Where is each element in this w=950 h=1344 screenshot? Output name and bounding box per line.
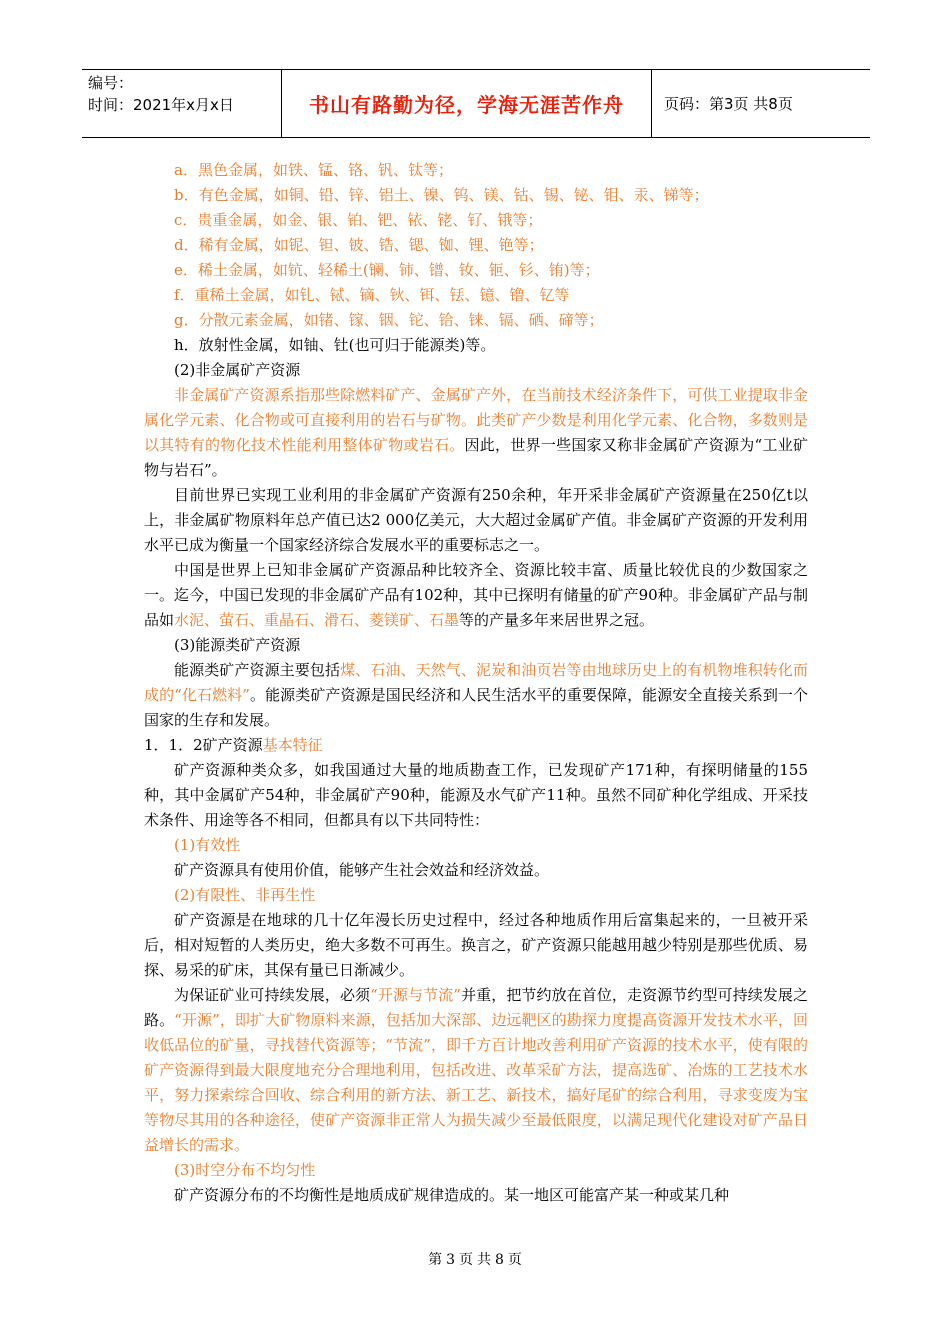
text: 因此，世界一些国家又称非金属矿产资源为“工业矿物与岩石”。 (144, 436, 808, 479)
feature-heading: (3)时空分布不均匀性 (174, 1161, 316, 1179)
metal-item: h．放射性金属，如铀、钍(也可归于能源类)等。 (174, 336, 496, 354)
paragraph: 矿产资源分布的不均衡性是地质成矿规律造成的。某一地区可能富产某一种或某几种 (174, 1186, 730, 1204)
metal-item: f．重稀土金属，如钆、铽、镝、钬、铒、铥、镱、镥、钇等 (174, 286, 570, 304)
page-footer (0, 1249, 950, 1269)
footer-text: 第 (428, 1252, 443, 1268)
text: 能源类矿产资源主要包括 (174, 661, 341, 679)
highlight-text: “开源与节流” (370, 986, 461, 1004)
text: 。能源类矿产资源是国民经济和人民生活水平的重要保障，能源安全直接关系到一个国家的生存和发展。 (144, 686, 808, 729)
header-motto: 书山有路勤为径，学海无涯苦作舟 (282, 70, 652, 137)
paragraph (144, 658, 808, 733)
paragraph (144, 558, 808, 633)
highlight-text: 基本特征 (262, 736, 323, 754)
footer-total-pages: 8 (495, 1252, 504, 1268)
feature-heading: (2)有限性、非再生性 (174, 886, 316, 904)
time-label: 时间：2021年x月x日 (88, 96, 234, 114)
metal-item: d．稀有金属，如铌、钽、铍、锆、锶、铷、锂、铯等； (174, 236, 544, 254)
text: 并重，把节约放在首位，走资源节约型可持续发展之路。 (144, 986, 808, 1029)
header-page-label: 页码：第3页 共8页 (664, 95, 793, 113)
footer-text: 页 (507, 1252, 522, 1268)
highlight-text: “开源”，即扩大矿物原料来源，包括加大深部、边远靶区的勘探力度提高资源开发技术水平，回收低品位的矿量，寻找替代资源等；“节流”，即千方百计地改善利用矿产资源的技术水平，使有限的矿产资源得到最大限度地充分合理地利用，包括改进、改革采矿方法，提高选矿、冶炼的工艺技术水平，努力探索综合回收、综合利用的新方法、新工艺、新技术，搞好尾矿的综合利用，寻求变废为宝等物尽其用的各种途径，使矿产资源非正常人为损失减少至最低限度，以满足现代化建设对矿产品日益增长的需求。 (144, 1011, 808, 1154)
paragraph: 矿产资源种类众多，如我国通过大量的地质勘查工作，已发现矿产171种，有探明储量的155种，其中金属矿产54种，非金属矿产90种，能源及水气矿产11种。虽然不同矿种化学组成、开采技术条件、用途等各不相同，但都具有以下共同特性： (144, 761, 808, 829)
section-heading-nonmetal: (2)非金属矿产资源 (174, 361, 301, 379)
metal-item: b．有色金属，如铜、铅、锌、铝土、镍、钨、镁、钴、锡、铋、钼、汞、锑等； (174, 186, 709, 204)
text: 为保证矿业可持续发展，必须 (174, 986, 371, 1004)
footer-text: 共 (477, 1252, 491, 1268)
header-meta (82, 70, 282, 137)
paragraph: 目前世界已实现工业利用的非金属矿产资源有250余种，年开采非金属矿产资源量在250亿t以上，非金属矿物原料年总产值已达2 000亿美元，大大超过金属矿产值。非金属矿产资源的开发利用水平已成为衡量一个国家经济综合发展水平的重要标志之一。 (144, 486, 808, 554)
number-label: 编号： (88, 74, 134, 92)
section-heading-features (144, 733, 808, 758)
text: 1．1．2矿产资源 (144, 736, 263, 754)
paragraph (144, 383, 808, 483)
section-heading-energy: (3)能源类矿产资源 (174, 636, 301, 654)
paragraph: 矿产资源是在地球的几十亿年漫长历史过程中，经过各种地质作用后富集起来的，一旦被开采后，相对短暂的人类历史，绝大多数不可再生。换言之，矿产资源只能越用越少特别是那些优质、易探、易采的矿床，其保有量已日渐减少。 (144, 911, 808, 979)
page-header (82, 69, 870, 138)
metal-item: a．黑色金属，如铁、锰、铬、钒、钛等； (174, 161, 453, 179)
footer-page-number: 3 (446, 1252, 455, 1268)
text: 中国是世界上已知非金属矿产资源品种比较齐全、资源比较丰富、质量比较优良的少数国家之一。迄今，中国已发现的非金属矿产品有102种，其中已探明有储量的矿产90种。非金属矿产品与制品如 (144, 561, 808, 629)
metal-item: e．稀土金属，如钪、轻稀土(镧、铈、镨、钕、钷、钐、铕)等； (174, 261, 600, 279)
highlight-text: 非金属矿产资源系指那些除燃料矿产、金属矿产外，在当前技术经济条件下，可供工业提取非金属化学元素、化合物或可直接利用的岩石与矿物。此类矿产少数是利用化学元素、化合物，多数则是以其特有的物化技术性能利用整体矿物或岩石。 (144, 386, 808, 454)
highlight-text: 煤、石油、天然气、泥炭和油页岩等由地球历史上的有机物堆积转化而成的“化石燃料” (144, 661, 808, 704)
metal-item: g．分散元素金属，如锗、镓、铟、铊、铪、铼、镉、硒、碲等； (174, 311, 604, 329)
text: 等的产量多年来居世界之冠。 (459, 611, 655, 629)
footer-text: 页 (459, 1252, 473, 1268)
feature-heading: (1)有效性 (174, 836, 241, 854)
paragraph (144, 983, 808, 1158)
paragraph: 矿产资源具有使用价值，能够产生社会效益和经济效益。 (174, 861, 550, 879)
highlight-text: 水泥、萤石、重晶石、滑石、菱镁矿、石墨 (174, 611, 460, 629)
metal-item: c．贵重金属，如金、银、铂、钯、铱、铑、钌、锇等； (174, 211, 543, 229)
document-body (144, 158, 808, 1208)
